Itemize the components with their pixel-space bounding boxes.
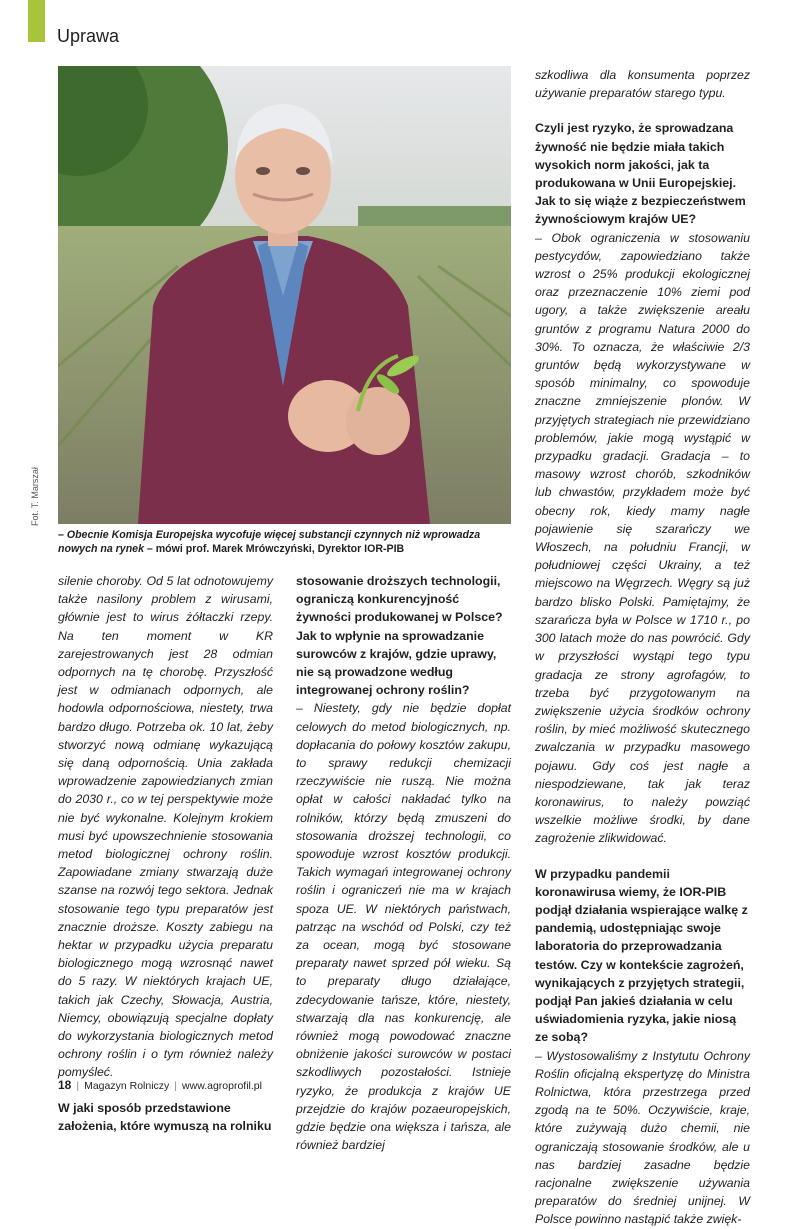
website-link[interactable]: www.agroprofil.pl [182, 1080, 262, 1092]
photo-caption [58, 528, 511, 556]
magazine-name: Magazyn Rolniczy [84, 1080, 170, 1092]
interview-question: W przypadku pandemii koronawirusa wiemy, że IOR-PIB podjął działania wspierające walkę z pandemią, udostępniając swoje laboratoria do przeprowadzania testów. Czy w kontekście zagrożeń, wynikających z przyjętych strategii, podjął Pan jakieś działania w celu uświadomienia ryzyka, jakie niosą ze sobą? [535, 866, 748, 1045]
caption-quote: – Obecnie Komisja Europejska wycofuje więcej substancji czynnych niż wprowadza nowych na rynek [58, 529, 481, 555]
footer-divider: | [76, 1080, 80, 1092]
interview-question: W jaki sposób przedstawione założenia, które wymuszą na rolniku [58, 1100, 272, 1133]
interview-question: Czyli jest ryzyko, że sprowadzana żywność nie będzie miała takich wysokich norm jakości, jak ta produkowana w Unii Europejskiej. Jak to się wiąże z bezpieczeństwem żywnościowym krajów UE? [535, 121, 746, 227]
section-label: Uprawa [57, 26, 120, 46]
article-column-2 [296, 572, 511, 1155]
paragraph: szkodliwa dla konsumenta poprzez używanie preparatów starego typu. [535, 68, 750, 101]
section-accent-bar [28, 0, 45, 42]
paragraph: silenie choroby. Od 5 lat odnotowujemy także nasilony problem z wirusami, głównie jest to wirus żółtaczki rzepy. Na ten moment w KR zarejestrowanych jest 28 odmian odpornych na tę chorobę. Przyszłość jest w odmianach odpornych, ale hodowla odpornościowa, niestety, trwa bardzo długo. Potrzeba ok. 10 lat, żeby stworzyć nową odmianę wykazującą się daną odpornością. Unia zakłada wprowadzenie zapowiedzianych zmian do 2030 r., co w tej perspektywie może nie być wykonalne. Kolejnym krokiem musi być upowszechnienie stosowania metod biologicznej ochrony roślin. Zapowiadane zmiany stwarzają duże szanse na rozwój tego sektora. Jednak stosowanie tego typu preparatów jest znacznie droższe. Koszty zabiegu na hektar w przypadku użycia preparatu biologicznego mogą wzrosnąć nawet do 5 razy. W niektórych krajach UE, takich jak Czechy, Słowacja, Austria, Niemcy, obowiązują specjalne dopłaty do wykorzystania biologicznych metod ochrony roślin i o tym również należy pomyśleć. [58, 574, 273, 1080]
article-column-3 [535, 66, 750, 1229]
paragraph: – Obok ograniczenia w stosowaniu pestycydów, zapowiedziano także wzrost o 25% produkcji ekologicznej oraz przeznaczenie 10% ziemi pod ugory, a także zwiększenie areału gruntów z programu Natura 2000 do 30%. To oznacza, że właściwie 2/3 gruntów będą wykorzystywane w sposób minimalny, co spowoduje znaczne zmniejszenie plonów. W przyjętych strategiach nie przewidziano problemów, jakie mogą wystąpić w przypadku gradacji. Gradacja – to masowy wzrost chorób, szkodników lub chwastów, przykładem może być obecny rok, kiedy mamy nagłe pojawienie się szarańczy we Włoszech, na południu Francji, w południowej części Ukrainy, a też miejscowo na Węgrzech. Węgry są już bardzo blisko Polski. Pamiętajmy, że szarańcza była w Polsce w 1710 r., po 300 latach może do nas powrócić. Gdy w przyszłości wystąpi tego typu gradacja ze strony agrofagów, to trzeba być przygotowanym na zwiększenie użycia środków ochrony roślin, by mieć możliwość skutecznego zwalczania w przypadku masowego pojawu. Gdy coś jest nagłe a niespodziewane, tak jak teraz koronawirus, to należy powziąć wszelkie możliwe środki, by dane zagrożenie zlikwidować. [535, 230, 750, 846]
footer-divider: | [174, 1080, 178, 1092]
photo-credit: Fot. T. Marszał [30, 467, 40, 526]
portrait-photo [58, 66, 511, 524]
portrait-illustration [58, 66, 511, 524]
page-footer [58, 1078, 262, 1092]
paragraph: – Wystosowaliśmy z Instytutu Ochrony Roślin oficjalną ekspertyzę do Ministra Rolnictwa, która przestrzega przed zgodą na te 50%. Oczywiście, kraje, które zużywają dużo chemii, nie ograniczają stosowanie środków, ale u nas bardziej zasadne będzie racjonalne zwiększenie używania preparatów do średniej unijnej. W Polsce powinno nastąpić także zwięk- [535, 1048, 750, 1227]
caption-attribution: – mówi prof. Marek Mrówczyński, Dyrektor IOR-PIB [143, 543, 405, 555]
page-number: 18 [58, 1078, 72, 1092]
article-column-1 [58, 572, 273, 1135]
interview-question: stosowanie droższych technologii, ograniczą konkurencyjność żywności produkowanej w Polsce? Jak to wpłynie na sprowadzanie surowców z krajów, gdzie uprawy, nie są prowadzone według integrowanej ochrony roślin? [296, 574, 503, 698]
paragraph: – Niestety, gdy nie będzie dopłat celowych do metod biologicznych, np. dopłacania do połowy kosztów zakupu, to sprawy redukcji chemizacji rzeczywiście nie ruszą. Nie można opłat w całości nakładać tylko na rolników, którzy będą zmuszeni do stosowania droższej technologii, co spowoduje wzrost kosztów produkcji. Takich wymagań integrowanej ochrony roślin i ograniczeń nie ma w krajach spoza UE. W niektórych państwach, patrząc na wschód od Polski, czy też za ocean, mogą być stosowane preparaty nawet sprzed pół wieku. Są to preparaty długo działające, zdecydowanie tańsze, które, niestety, stwarzają dla nas konkurencję, ale również mogą powodować znaczne obniżenie jakości surowców w postaci szkodliwych pozostałości. Istnieje ryzyko, że produkcja z krajów UE przejdzie do krajów pozaeuropejskich, gdzie będzie ona większa i tańsza, ale również bardziej [296, 701, 511, 1153]
